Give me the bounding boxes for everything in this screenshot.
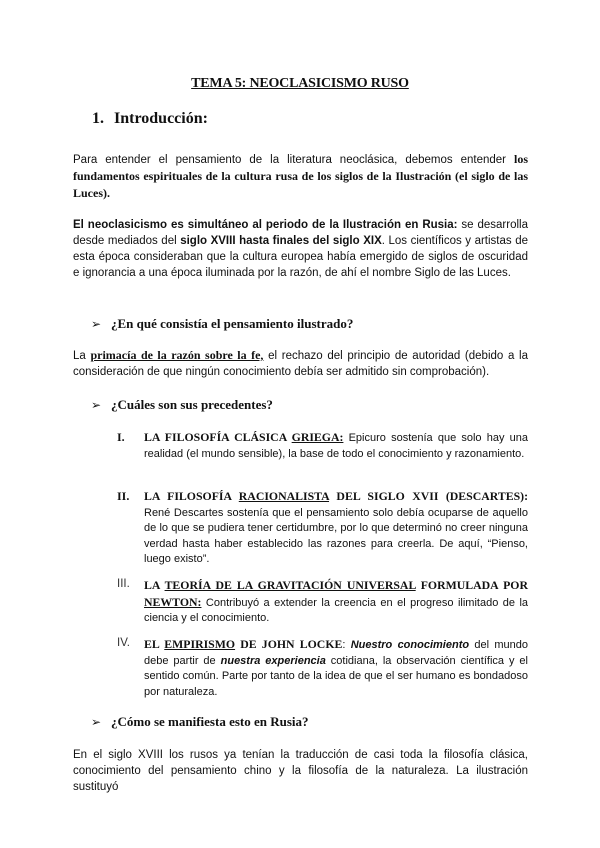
intro-p2-lead: El neoclasicismo es simultáneo al periodo de la Ilustración en Rusia: [73,219,458,231]
answer-text: La [73,350,91,362]
list-numeral: IV. [117,637,131,649]
intro-p2-text: se desarrolla desde mediados del [73,219,528,247]
item-heading-underlined: TEORÍA DE LA GRAVITACIÓN UNIVERSAL [164,578,416,592]
item-heading-rest: FORMULADA POR [415,578,528,592]
arrow-bullet-icon: ➢ [91,398,102,412]
section-heading [92,110,208,128]
item-text: del mundo debe partir de [144,639,528,667]
item-heading-underlined: RACIONALISTA [238,489,330,503]
intro-paragraph-2 [73,217,528,281]
arrow-bullet-icon: ➢ [91,715,102,729]
item-text: René Descartes sostenía que el pensamiento solo debía ocuparse de aquello de lo que se pudiera tener certidumbre, por lo que determinó no creer ninguna verdad hasta haber establecido las razones para creerla. De aquí, “Pienso, luego existo”. [144,506,528,565]
list-item-body [144,637,528,700]
list-item [117,430,528,462]
question-text: ¿En qué consistía el pensamiento ilustrado? [111,316,354,331]
question-heading-2 [91,397,273,413]
intro-paragraph-1 [73,151,528,202]
answer-rest: el rechazo del principio de autoridad (debido a la consideración de que ningún conocimiento debía ser admitido sin comprobación). [73,350,528,378]
question-text: ¿Cómo se manifiesta esto en Rusia? [111,714,309,729]
page-title: TEMA 5: NEOCLASICISMO RUSO [191,76,409,91]
item-heading-underlined: GRIEGA: [291,430,344,444]
item-heading-underlined-2: NEWTON: [144,594,202,609]
answer-bold: primacía de la razón sobre la fe, [90,348,264,362]
list-item-body [144,489,528,568]
item-emphasis-1: Nuestro conocimiento [350,639,470,651]
list-item-body [144,430,528,462]
item-heading: LA FILOSOFÍA [144,489,239,503]
intro-p2-bold: siglo XVIII hasta finales del siglo XIX [180,235,382,247]
item-emphasis-2: nuestra experiencia [220,654,326,667]
item-heading-rest: DEL SIGLO XVII (DESCARTES): [329,489,528,503]
question-text: ¿Cuáles son sus precedentes? [111,397,273,412]
intro-p1-text: Para entender el pensamiento de la literatura neoclásica, debemos entender [73,154,514,166]
final-paragraph: En el siglo XVIII los rusos ya tenían la traducción de casi toda la filosofía clásica, conocimiento del pensamiento chino y la filosofía de la naturaleza. La ilustración sustituyó [73,749,528,793]
section-number: 1. [92,110,104,127]
intro-p2-rest: . Los científicos y artistas de esta época consideraban que la cultura europea había emergido de siglos de oscuridad e ignorancia a una época iluminada por la razón, de ahí el nombre Siglo de las Luces. [73,235,528,279]
list-item-body [144,578,528,627]
item-text-rest: cotidiana, la observación científica y el sentido común. Parte por tanto de la idea de que el ser humano es bondadoso por naturaleza. [144,654,528,698]
list-item [117,637,528,700]
question-heading-1 [91,316,353,332]
item-heading: LA FILOSOFÍA CLÁSICA [144,430,292,444]
item-text: Epicuro sostenía que solo hay una realidad (el mundo sensible), la base de todo el conocimiento y razonamiento. [144,432,528,460]
list-numeral: III. [117,578,130,590]
answer-paragraph-1 [73,347,528,380]
list-item [117,578,528,627]
arrow-bullet-icon: ➢ [91,317,102,331]
list-item [117,489,528,568]
item-text: Contribuyó a extender la creencia en el progreso ilimitado de la ciencia y el conocimiento. [144,596,528,624]
item-heading-underlined: EMPIRISMO [164,637,236,651]
item-heading: LA [144,578,165,592]
list-numeral: II. [117,489,130,503]
question-heading-3 [91,714,309,730]
item-heading-rest: DE JOHN LOCKE [235,637,343,651]
section-label: Introducción: [114,110,208,127]
item-heading: EL [144,637,165,651]
intro-p1-bold: los fundamentos espirituales de la cultura rusa de los siglos de la Ilustración (el siglo de las Luces). [73,152,528,200]
item-colon: : [342,639,351,651]
list-numeral: I. [117,430,125,444]
